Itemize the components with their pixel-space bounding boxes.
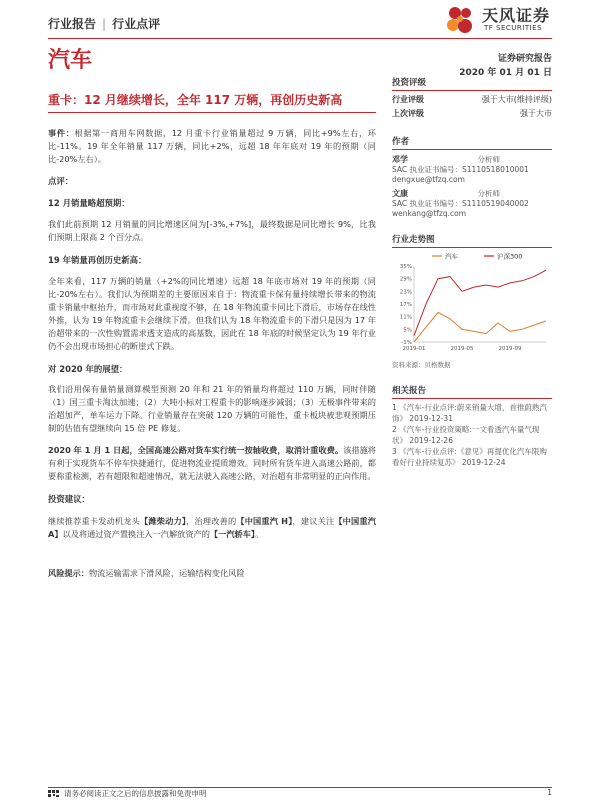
series-line <box>414 312 546 342</box>
rating-label: 行业评级 <box>392 95 424 104</box>
y-tick-label: 5% <box>403 327 412 334</box>
x-tick-label: 2019-05 <box>450 346 474 352</box>
x-tick-label: 2019-01 <box>402 346 426 352</box>
comment-heading: 点评： <box>48 176 74 186</box>
legend-label: 汽车 <box>445 252 458 261</box>
event-label: 事件： <box>48 128 75 138</box>
trend-chart <box>392 250 552 358</box>
trend-heading: 行业走势图 <box>392 233 552 248</box>
company-name-cn: 天风证券 <box>482 6 551 25</box>
report-category: 行业报告 | 行业点评 <box>48 17 161 31</box>
rating-heading: 投资评级 <box>392 76 552 91</box>
industry-title: 汽车 <box>48 48 93 73</box>
advice-stock: 【中国重汽 H】 <box>236 516 293 526</box>
report-type: 行业报告 <box>48 17 97 31</box>
risk-text: 物流运输需求下滑风险，运输结构变化风险 <box>88 568 245 578</box>
author-email[interactable]: dengxue@tfzq.com <box>392 175 465 184</box>
advice-part: 以及将通过资产置换注入一汽解放资产的 <box>62 529 210 539</box>
legend-label: 沪深300 <box>497 252 523 261</box>
author-role: 分析师 <box>477 189 500 198</box>
author-role: 分析师 <box>477 155 500 164</box>
related-list <box>392 402 552 468</box>
header-divider <box>48 38 552 39</box>
prev-rating-label: 上次评级 <box>392 109 424 118</box>
author-block <box>392 189 552 219</box>
section-1-heading: 12 月销量略超预期： <box>48 198 130 208</box>
advice-stock: 【中国重汽 A】 <box>48 516 376 539</box>
author-sac: SAC 执业证书编号：S1110519040002 <box>392 199 529 208</box>
advice-part: 继续推荐重卡发动机龙头 <box>48 516 141 526</box>
report-title: 重卡：12 月继续增长，全年 117 万辆，再创历史新高 <box>48 93 343 107</box>
section-3-text: 我们沿用保有量销量测算模型预测 20 年和 21 年的销量均将超过 110 万辆，同时伴随（1）国三重卡淘汰加速；（2）大吨小标对工程重卡的影响逐步减弱；（3）无极事件带来的治超加严，单车运力下降。行业销量存在突破 120 万辆的可能性，重卡板块被悲观预期压制的估值有望继续向 15 倍 PE 修复。 <box>48 384 376 433</box>
event-paragraph <box>48 127 376 166</box>
logo-icon <box>444 4 476 36</box>
event-text: 根据第一商用车网数据，12 月重卡行业销量超过 9 万辆，同比+9%左右，环比-11%。19 年全年销量 117 万辆，同比+2%，远超 18 年年底对 19 年的预期（同比-20%左右）。 <box>48 128 376 164</box>
page-number: 1 <box>547 788 552 797</box>
advice-stock: 【一汽轿车】 <box>209 529 255 539</box>
advice-part: 。 <box>254 529 264 539</box>
y-tick-label: 23% <box>399 289 412 296</box>
y-tick-label: -1% <box>401 340 412 346</box>
advice-text <box>48 515 376 541</box>
rating-value: 强于大市(维持评级) <box>481 95 552 104</box>
section-4-bold: 2020 年 1 月 1 日起，全国高速公路对货车实行统一按轴收费，取消计重收费。 <box>48 445 344 455</box>
advice-part: ，建议关注 <box>292 516 335 526</box>
section-3-heading: 对 2020 年的展望： <box>48 364 128 374</box>
x-tick-label: 2019-09 <box>498 346 522 352</box>
report-date: 2020 年 01 月 01 日 <box>459 68 552 78</box>
sidebar <box>392 76 552 468</box>
section-2-text: 全年来看，117 万辆的销量（+2%的同比增速）远超 18 年底市场对 19 年的预期（同比-20%左右）。我们认为预期差的主要原因来自于：物流重卡保有量持续增长带来的物流重卡销量中枢抬升，而市场对此重视度不够，在 18 年物流重卡同比下滑后，市场存在线性外推，认为 19 年物流重卡会继续下滑。但我们认为 18 年物流重卡的下滑只是因为 17 年治超带来的一次性购置需求透支造成的高基数，因此在 18 年底的时候坚定认为 19 年行业仍不会出现市场担心的断崖式下跌。 <box>48 276 376 351</box>
y-tick-label: 35% <box>399 264 412 270</box>
main-body <box>48 113 376 580</box>
advice-stock: 【潍柴动力】 <box>140 516 187 526</box>
section-2-heading: 19 年销量再创历史新高： <box>48 255 147 265</box>
risk-label: 风险提示： <box>48 568 89 578</box>
report-subtype: 行业点评 <box>112 17 161 31</box>
related-item[interactable]: 2 《汽车-行业投资策略:一文看透汽车量气现状》 2019-12-26 <box>392 425 540 445</box>
author-name: 邓学 <box>392 155 408 164</box>
advice-part: ，治理改善的 <box>186 516 237 526</box>
related-item[interactable]: 1 《汽车-行业点评:蔚来销量大增，首推蔚熟汽饰》 2019-12-31 <box>392 403 547 423</box>
y-tick-label: 17% <box>399 302 412 308</box>
author-email[interactable]: wenkang@tfzq.com <box>392 209 467 218</box>
author-sac: SAC 执业证书编号：S1110518010001 <box>392 165 529 174</box>
rating-row <box>392 94 552 105</box>
y-tick-label: 29% <box>399 276 412 283</box>
company-logo <box>444 0 574 38</box>
author-name: 文康 <box>392 189 408 198</box>
author-block <box>392 155 552 185</box>
chart-source: 资料来源：贝格数据 <box>392 361 451 369</box>
author-heading: 作者 <box>392 135 552 150</box>
prev-rating-value: 强于大市 <box>520 109 552 118</box>
prev-rating-row <box>392 108 552 119</box>
related-heading: 相关报告 <box>392 384 552 399</box>
section-4-text <box>48 444 376 483</box>
risk-paragraph <box>48 567 376 580</box>
related-item[interactable]: 3 《汽车-行业点评:《意见》再提优化汽车限购 看好行业持续复苏》 2019-12-24 <box>392 447 547 467</box>
section-1-text: 我们此前预期 12 月销量的同比增速区间为[-3%,+7%]，最终数据是同比增长 9%，比我们预期上限高 2 个百分点。 <box>48 219 376 242</box>
qr-icon <box>48 790 60 798</box>
y-tick-label: 11% <box>399 314 412 321</box>
disclaimer: 请务必阅读正文之后的信息披露和免责申明 <box>64 789 207 798</box>
company-name-en: TF SECURITIES <box>484 24 543 32</box>
report-label: 证券研究报告 <box>497 54 552 64</box>
section-4-body: 该措施将有利于实现货车不停车快捷通行，促进物流业提质增效。同时所有货车进入高速公路前，都要称重检测，若有超限和超速情况，就无法驶入高速公路，对治超有非常明显的正向作用。 <box>48 445 376 481</box>
advice-heading: 投资建议： <box>48 494 90 504</box>
series-line <box>414 270 546 336</box>
